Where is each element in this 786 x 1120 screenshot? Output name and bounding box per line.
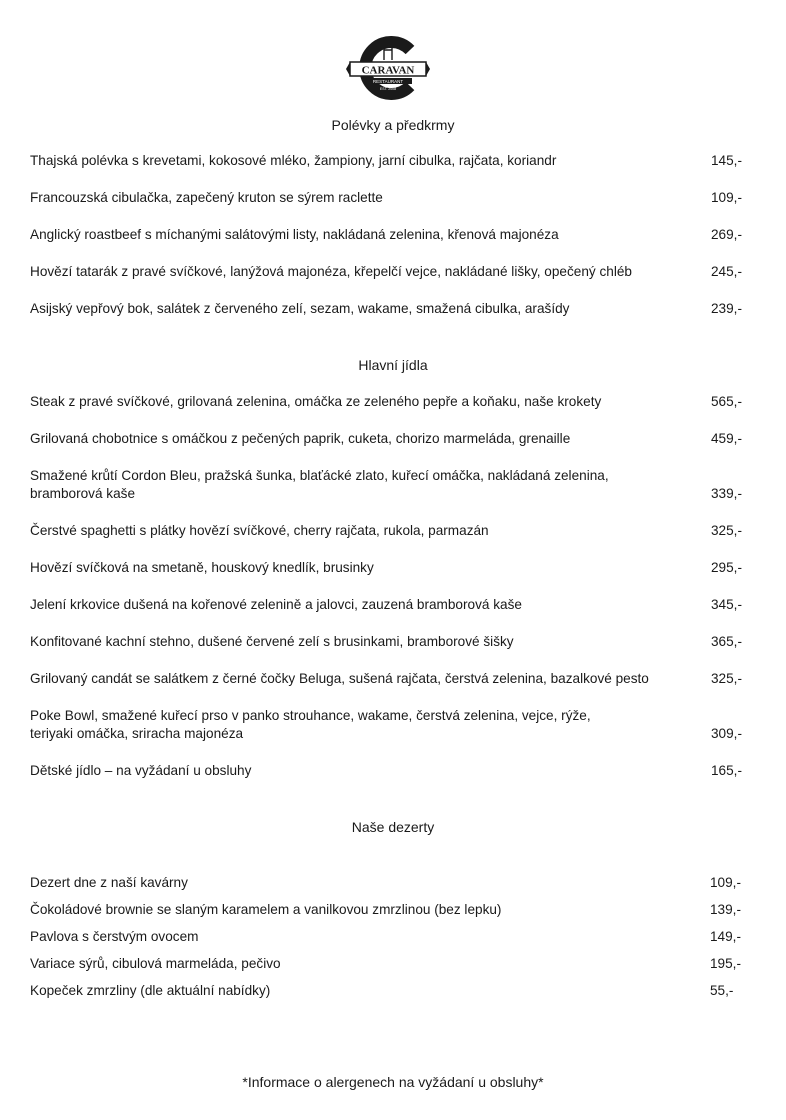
item-name: Poke Bowl, smažené kuřecí prso v panko strouhance, wakame, čerstvá zelenina, vejce, rýže, teriyaki omáčka, sriracha majonéza bbox=[30, 708, 591, 741]
item-name: Francouzská cibulačka, zapečený kruton se sýrem raclette bbox=[30, 190, 383, 205]
item-price: 109,- bbox=[711, 190, 742, 205]
item-price: 309,- bbox=[711, 726, 742, 741]
section-title-desserts: Naše dezerty bbox=[351, 819, 435, 835]
item-name: Thajská polévka s krevetami, kokosové mléko, žampiony, jarní cibulka, rajčata, koriandr bbox=[30, 153, 557, 168]
item-price: 145,- bbox=[711, 153, 742, 168]
menu-item bbox=[30, 522, 750, 540]
menu-item bbox=[30, 670, 750, 688]
item-price: 325,- bbox=[711, 671, 742, 686]
menu-item bbox=[30, 189, 750, 207]
menu-item bbox=[30, 559, 750, 577]
menu-item bbox=[30, 467, 750, 503]
item-name: Hovězí tatarák z pravé svíčkové, lanýžová majonéza, křepelčí vejce, nakládané lišky, opečený chléb bbox=[30, 264, 632, 279]
item-name: Dezert dne z naší kavárny bbox=[30, 875, 188, 890]
item-price: 239,- bbox=[711, 301, 742, 316]
item-name: Variace sýrů, cibulová marmeláda, pečivo bbox=[30, 956, 281, 971]
item-name: Konfitované kachní stehno, dušené červené zelí s brusinkami, bramborové šišky bbox=[30, 634, 514, 649]
item-price: 109,- bbox=[710, 875, 741, 890]
item-price: 245,- bbox=[711, 264, 742, 279]
item-name: Grilovaný candát se salátkem z černé čočky Beluga, sušená rajčata, čerstvá zelenina, bazalkové pesto bbox=[30, 671, 649, 686]
menu-item bbox=[30, 928, 750, 946]
menu-item bbox=[30, 982, 750, 1000]
item-price: 565,- bbox=[711, 394, 742, 409]
item-name: Steak z pravé svíčkové, grilovaná zelenina, omáčka ze zeleného pepře a koňaku, naše krokety bbox=[30, 394, 602, 409]
item-price: 149,- bbox=[710, 929, 741, 944]
menu-item bbox=[30, 226, 750, 244]
menu-item bbox=[30, 393, 750, 411]
menu-item bbox=[30, 762, 750, 780]
section-title-starters: Polévky a předkrmy bbox=[331, 117, 455, 133]
item-name: Kopeček zmrzliny (dle aktuální nabídky) bbox=[30, 983, 271, 998]
item-name: Anglický roastbeef s míchanými salátovými listy, nakládaná zelenina, křenová majonéza bbox=[30, 227, 559, 242]
menu-item bbox=[30, 633, 750, 651]
menu-item bbox=[30, 901, 750, 919]
caravan-logo bbox=[346, 36, 430, 100]
logo-est-text: EST. 2008 bbox=[379, 87, 397, 91]
item-price: 325,- bbox=[711, 523, 742, 538]
item-name: Čerstvé spaghetti s plátky hovězí svíčkové, cherry rajčata, rukola, parmazán bbox=[30, 523, 489, 538]
menu-item bbox=[30, 300, 750, 318]
menu-item bbox=[30, 263, 750, 281]
item-price: 345,- bbox=[711, 597, 742, 612]
item-price: 269,- bbox=[711, 227, 742, 242]
menu-item bbox=[30, 707, 750, 743]
item-name: Pavlova s čerstvým ovocem bbox=[30, 929, 199, 944]
menu-item bbox=[30, 874, 750, 892]
item-price: 165,- bbox=[711, 763, 742, 778]
item-price: 459,- bbox=[711, 431, 742, 446]
menu-item bbox=[30, 955, 750, 973]
item-name: Grilovaná chobotnice s omáčkou z pečených paprik, cuketa, chorizo marmeláda, grenaille bbox=[30, 431, 571, 446]
menu-item bbox=[30, 152, 750, 170]
item-price: 139,- bbox=[710, 902, 741, 917]
item-price: 55,- bbox=[710, 983, 734, 998]
item-price: 195,- bbox=[710, 956, 741, 971]
item-name: Asijský vepřový bok, salátek z červeného zelí, sezam, wakame, smažená cibulka, arašídy bbox=[30, 301, 570, 316]
item-price: 339,- bbox=[711, 486, 742, 501]
item-name: Smažené krůtí Cordon Bleu, pražská šunka, blaťácké zlato, kuřecí omáčka, nakládaná zelenina, bramborová kaše bbox=[30, 468, 609, 501]
item-name: Čokoládové brownie se slaným karamelem a vanilkovou zmrzlinou (bez lepku) bbox=[30, 902, 502, 917]
menu-item bbox=[30, 430, 750, 448]
item-name: Jelení krkovice dušená na kořenové zelenině a jalovci, zauzená bramborová kaše bbox=[30, 597, 522, 612]
logo-sub-text: RESTAURANT bbox=[372, 78, 404, 84]
item-price: 295,- bbox=[711, 560, 742, 575]
item-name: Hovězí svíčková na smetaně, houskový knedlík, brusinky bbox=[30, 560, 374, 575]
allergen-note: *Informace o alergenech na vyžádaní u obsluhy* bbox=[242, 1074, 544, 1090]
item-price: 365,- bbox=[711, 634, 742, 649]
section-title-mains: Hlavní jídla bbox=[358, 357, 428, 373]
logo-brand-text: CARAVAN bbox=[361, 64, 415, 77]
menu-item bbox=[30, 596, 750, 614]
item-name: Dětské jídlo – na vyžádaní u obsluhy bbox=[30, 763, 252, 778]
